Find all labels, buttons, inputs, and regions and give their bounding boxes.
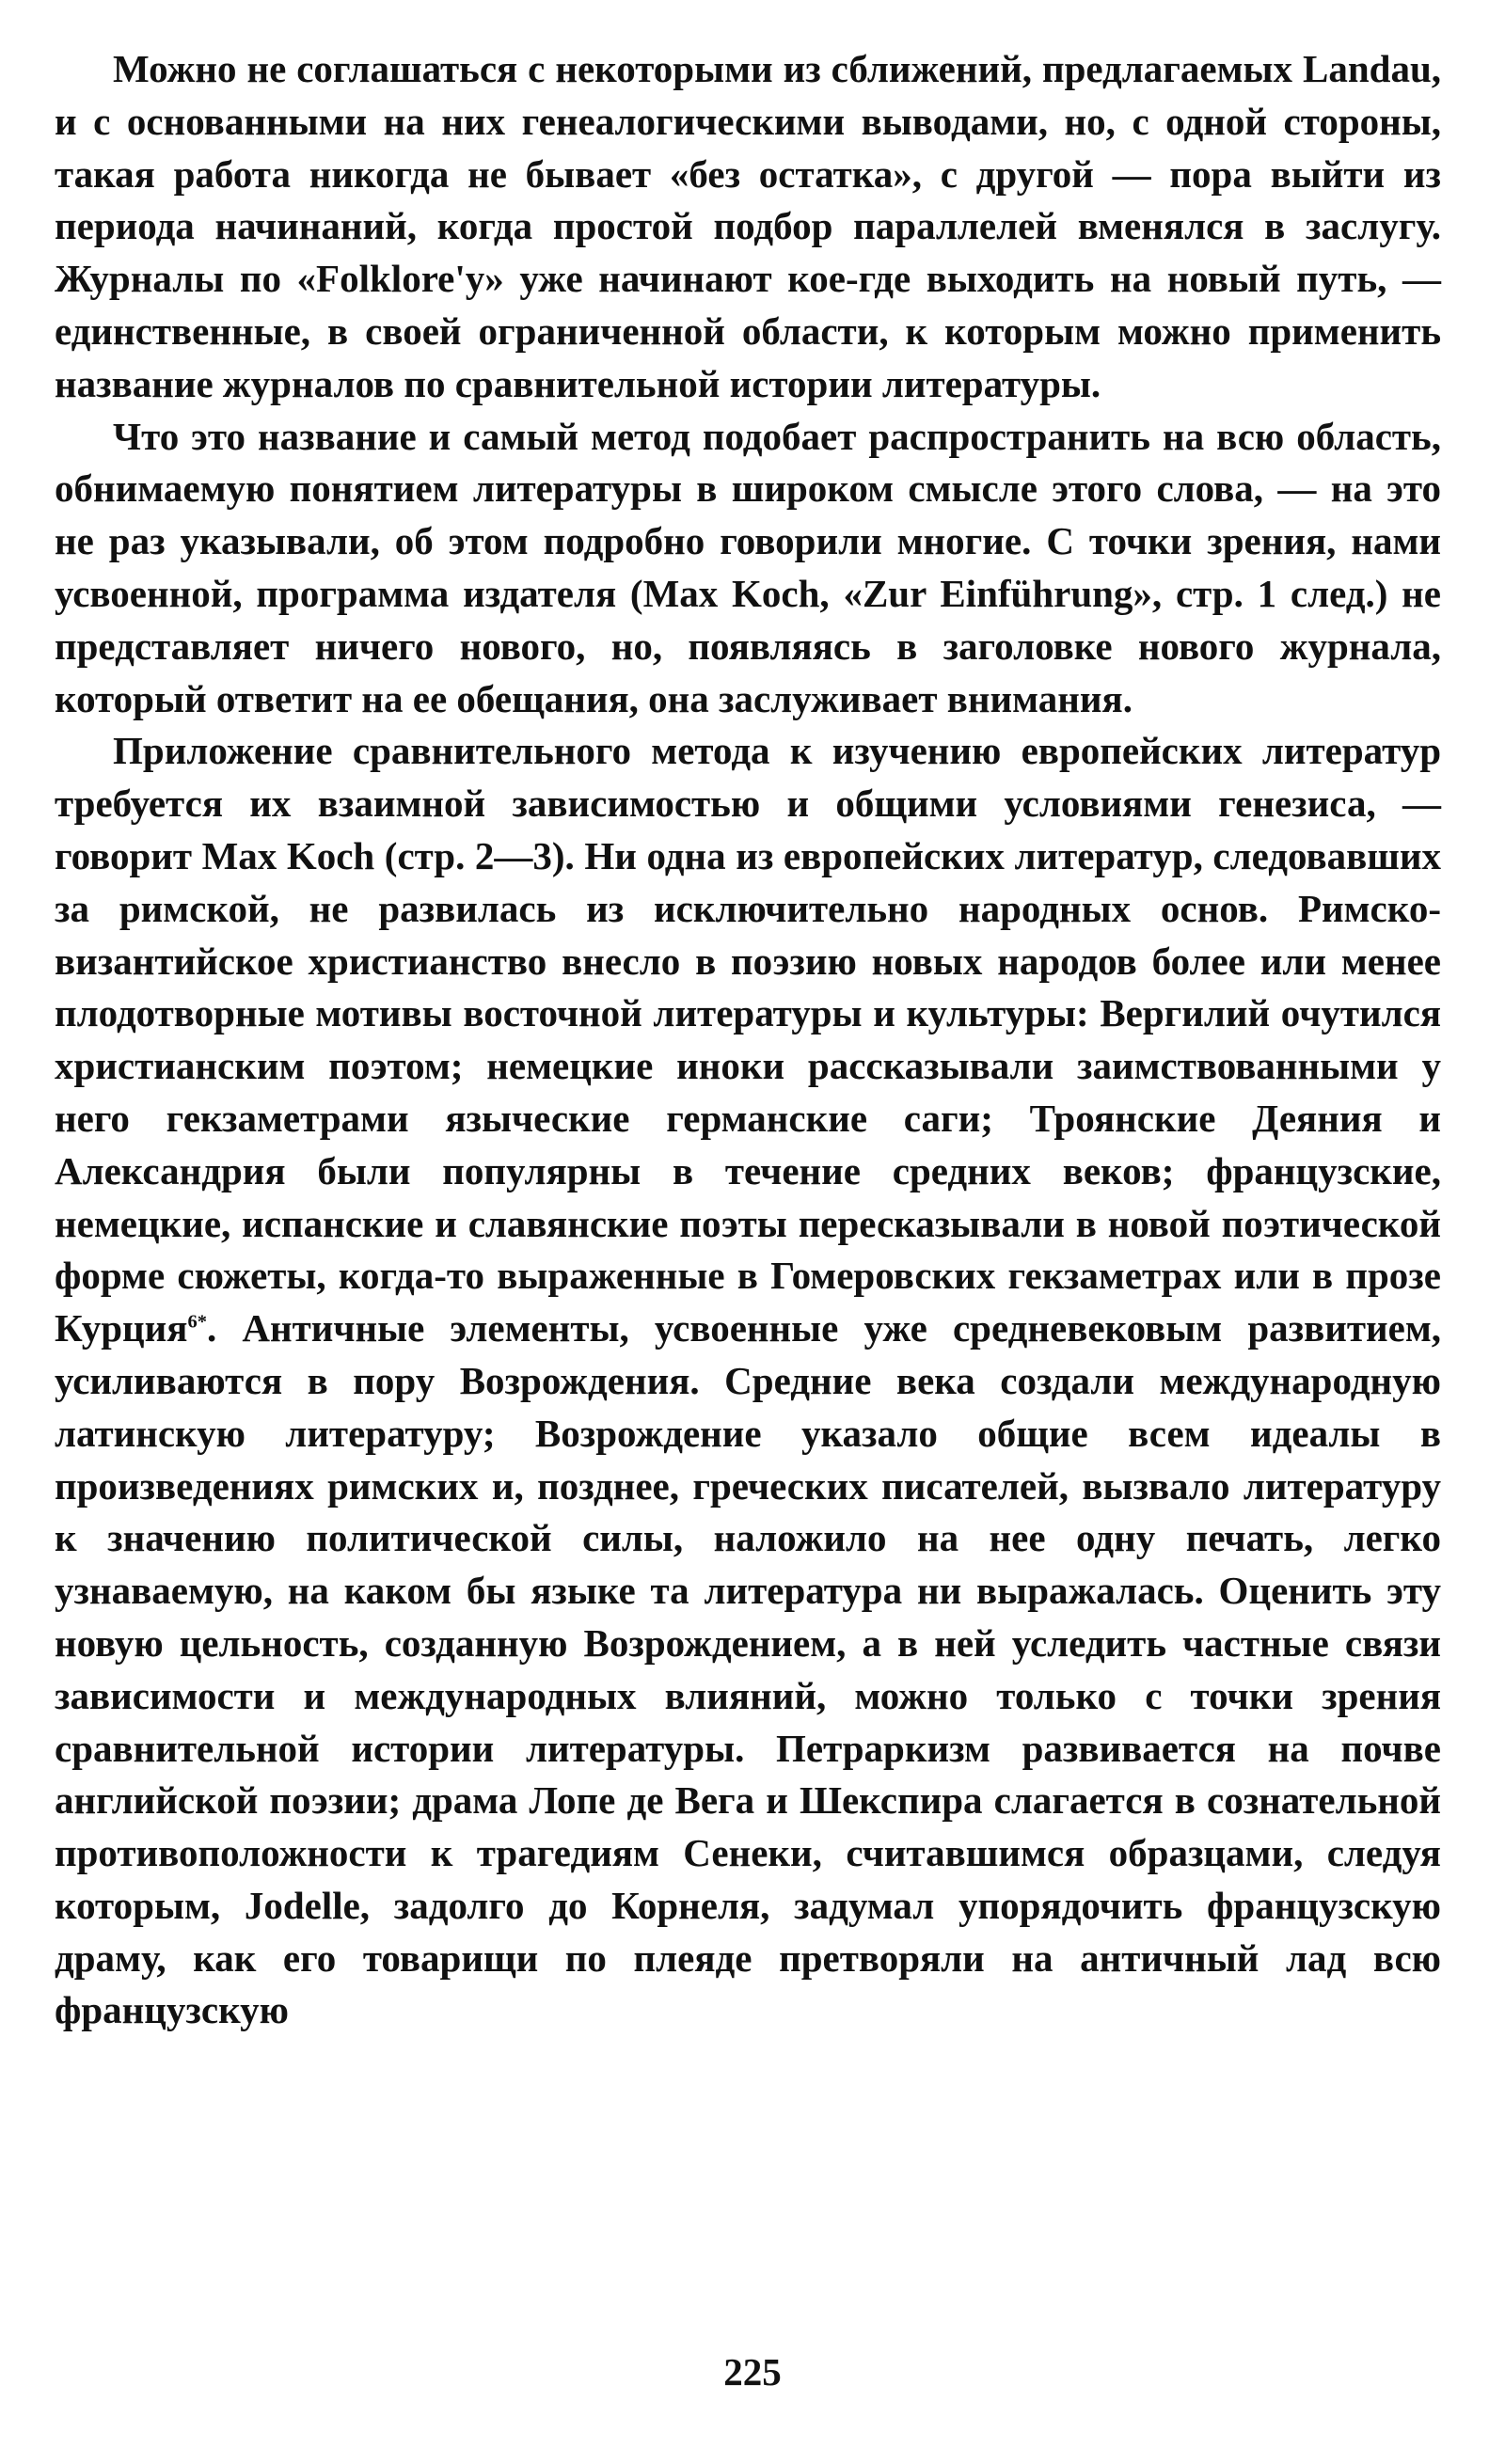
paragraph-3-continued: Античные элементы, усвоенные уже средневековым развитием, усиливаются в пору Возрождения. Средние века создали международную латинскую литературу; Возрождение указало общие всем идеалы в произведениях римских и, позднее, греческих писателей, вызвало литературу к значению политической силы, наложило на нее одну печать, легко узнаваемую, на каком бы языке та литература ни выражалась. Оценить эту новую цельность, созданную Возрождением, а в ней уследить частные связи зависимости и международных влияний, можно только с точки зрения сравнительной истории литературы. Петраркизм развивается на почве английской поэзии; драма Лопе де Вега и Шекспира слагается в сознательной противоположности к трагедиям Сенеки, считавшимся образцами, следуя которым, Jodelle, задолго до Корнеля, задумал упорядочить французскую драму, как его товарищи по плеяде претворяли на античный лад всю французскую (55, 1306, 1441, 2032)
footnote-mark: 6* (187, 1311, 207, 1333)
paragraph-1: Можно не соглашаться с некоторыми из сближений, предлагаемых Landau, и с основанными на них генеалогическими выводами, но, с одной стороны, такая работа никогда не бывает «без остатка», с другой — пора выйти из периода начинаний, когда простой подбор параллелей вменялся в заслугу. Журналы по «Folklore'y» уже начинают кое-где выходить на новый путь, — единственные, в своей ограниченной области, к которым можно применить название журналов по сравнительной истории литературы. (55, 47, 1441, 405)
paragraph-2: Что это название и самый метод подобает распространить на всю область, обнимаемую понятием литературы в широком смысле этого слова, — на это не раз указывали, об этом подробно говорили многие. С точки зрения, нами усвоенной, программа издателя (Max Koch, «Zur Einführung», стр. 1 след.) не представляет ничего нового, но, появляясь в заголовке нового журнала, который ответит на ее обещания, она заслуживает внимания. (55, 414, 1441, 720)
page-number: 225 (723, 2350, 782, 2393)
body-text (55, 43, 1441, 2037)
paragraph-3: Приложение сравнительного метода к изучению европейских литератур требуется их взаимной зависимостью и общими условиями генезиса, — говорит Max Koch (стр. 2—3). Ни одна из европейских литератур, следовавших за римской, не развилась из исключительно народных основ. Римско-византийское христианство внесло в поэзию новых народов более или менее плодотворные мотивы восточной литературы и культуры: Вергилий очутился христианским поэтом; немецкие иноки рассказывали заимствованными у него гекзаметрами языческие германские саги; Троянские Деяния и Александрия были популярны в течение средних веков; французские, немецкие, испанские и славянские поэты пересказывали в новой поэтической форме сюжеты, когда-то выраженные в Гомеровских гекзаметрах или в прозе Курция$^{6*}$. Античные элементы, усвоенные уже средневековым развитием, усиливаются в пору Возрождения. Средние века создали международную латинскую литературу; Возрождение указало общие всем идеалы в произведениях римских и, позднее, греческих писателей, вызвало литературу к значению политической силы, наложило на нее одну печать, легко узнаваемую, на каком бы языке та литература ни выражалась. Оценить эту новую цельность, созданную Возрождением, а в ней уследить частные связи зависимости и международных влияний, можно только с точки зрения сравнительной истории литературы. Петраркизм развивается на почве английской поэзии; драма Лопе де Вега и Шекспира слагается в сознательной противоположности к трагедиям Сенеки, считавшимся образцами, следуя которым, Jodelle, задолго до Корнеля, задумал упорядочить французскую драму, как его товарищи по плеяде претворяли на античный лад всю французскую (55, 729, 1441, 2032)
paragraph-3-text: Приложение сравнительного метода к изучению европейских литератур требуется их взаимной зависимостью и общими условиями генезиса, — говорит Max Koch (стр. 2—3). Ни одна из европейских литератур, следовавших за римской, не развилась из исключительно народных основ. Римско-византийское христианство внесло в поэзию новых народов более или менее плодотворные мотивы восточной литературы и культуры: Вергилий очутился христианским поэтом; немецкие иноки рассказывали заимствованными у него гекзаметрами языческие германские саги; Троянские Деяния и Александрия были популярны в течение средних веков; французские, немецкие, испанские и славянские поэты пересказывали в новой поэтической форме сюжеты, когда-то выраженные в Гомеровских гекзаметрах или в прозе Курция (55, 729, 1441, 1350)
